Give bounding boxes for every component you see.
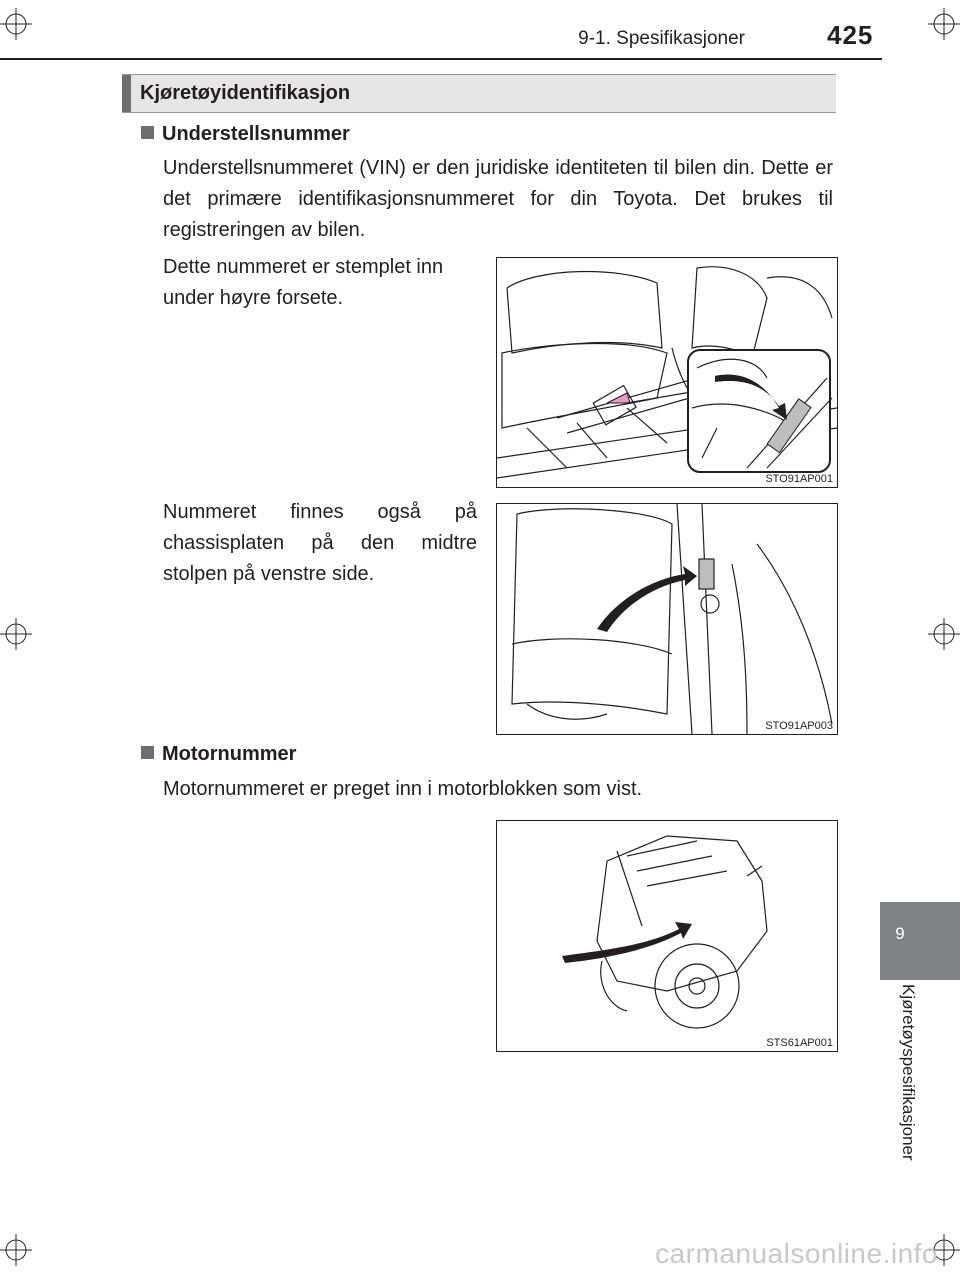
square-bullet-icon [141, 746, 154, 759]
engine-illustration [497, 821, 837, 1051]
section-accent [122, 75, 131, 112]
vin-intro-paragraph: Understellsnummeret (VIN) er den juridiske identiteten til bilen din. Dette er det primære identifikasjonsnummeret for din Toyota. Det brukes til registreringen av bilen. [163, 157, 833, 241]
vin-seat-paragraph: Dette nummeret er stemplet inn under høyre forsete. [163, 256, 444, 309]
figure-seat-vin-location [496, 257, 838, 488]
figure-engine-number-location [496, 820, 838, 1052]
square-bullet-icon [141, 126, 154, 139]
engine-heading [141, 743, 296, 766]
vin-pillar-paragraph: Nummeret finnes også på chassisplaten på den midtre stolpen på venstre side. [163, 501, 477, 585]
figure-pillar-vin-location [496, 503, 838, 735]
pillar-illustration [497, 504, 837, 734]
header-rule [0, 58, 882, 60]
chapter-label: Kjøretøyspesifikasjoner [899, 984, 918, 1161]
watermark: carmanualsonline.info [655, 1238, 938, 1269]
engine-heading-text: Motornummer [162, 743, 297, 765]
figure-code-seat: STO91AP001 [765, 473, 833, 485]
engine-paragraph: Motornummeret er preget inn i motorblokken som vist. [163, 778, 643, 800]
section-title-bar [122, 74, 836, 113]
chapter-tab [880, 902, 960, 980]
running-header-section: 9-1. Spesifikasjoner [578, 28, 745, 49]
vin-heading-text: Understellsnummer [162, 123, 350, 145]
page-number: 425 [827, 20, 874, 50]
section-title: Kjøretøyidentifikasjon [140, 82, 351, 104]
seat-illustration [497, 258, 837, 487]
vin-heading [141, 123, 350, 146]
figure-code-pillar: STO91AP003 [765, 720, 833, 732]
figure-code-engine: STS61AP001 [766, 1037, 833, 1049]
chapter-number: 9 [895, 924, 905, 943]
